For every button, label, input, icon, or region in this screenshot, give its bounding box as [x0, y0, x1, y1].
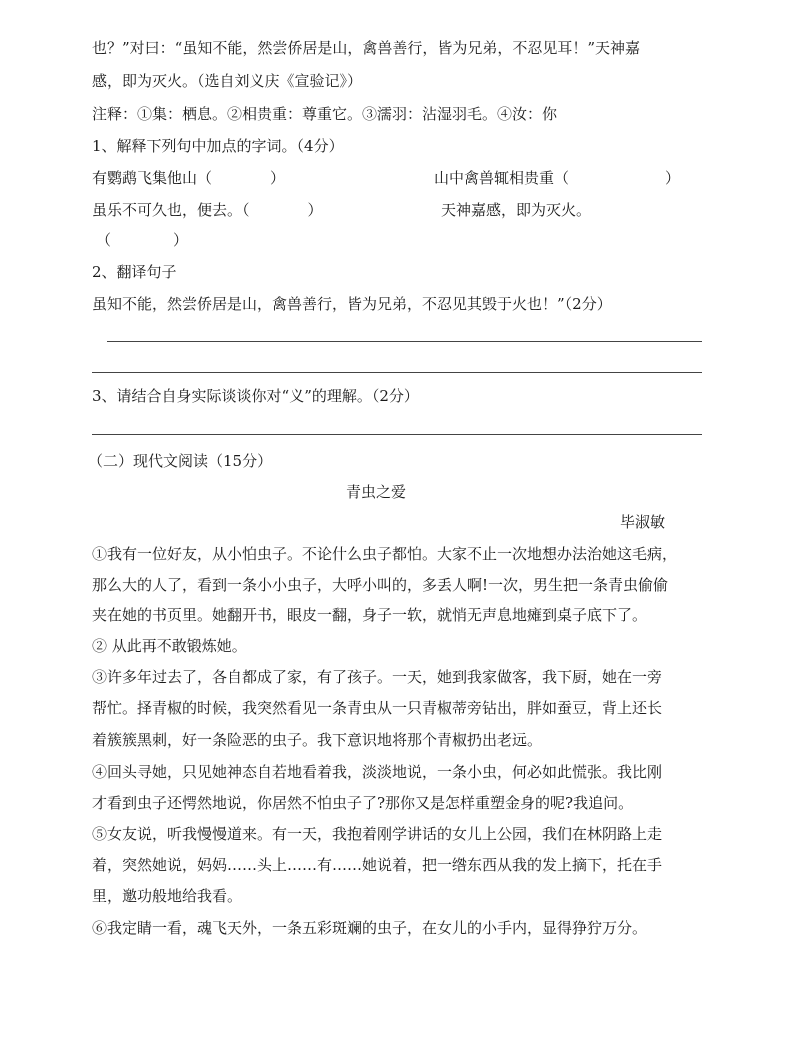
- article-line: 帮忙。择青椒的时候，我突然看见一条青虫从一只青椒蒂旁钻出，胖如蚕豆，背上还长: [92, 699, 663, 717]
- question-1-heading: 1、解释下列句中加点的字词。（4分）: [92, 137, 344, 155]
- question-1-item-c: [92, 200, 323, 220]
- item-b-close: ）: [665, 169, 681, 187]
- article-line: ⑥我定睛一看，魂飞天外，一条五彩斑斓的虫子，在女儿的小手内，显得狰狞万分。: [92, 919, 648, 937]
- question-1-item-d-answer: [96, 230, 188, 250]
- passage-line: 也？”对曰：“虽知不能，然尝侨居是山，禽兽善行，皆为兄弟，不忍见耳！”天神嘉: [92, 39, 641, 57]
- question-2-sentence: 虽知不能，然尝侨居是山，禽兽善行，皆为兄弟，不忍见其毁于火也！”（2分）: [92, 295, 612, 313]
- article-line: 里，邀功般地给我看。: [92, 887, 243, 905]
- question-1-item-a: [92, 168, 285, 188]
- question-2-heading: 2、翻译句子: [92, 263, 177, 281]
- question-1-item-d: 天神嘉感，即为灭火。: [441, 201, 592, 219]
- article-line: 夹在她的书页里。她翻开书，眼皮一翻，身子一软，就悄无声息地瘫到桌子底下了。: [92, 606, 648, 624]
- article-line: ①我有一位好友，从小怕虫子。不论什么虫子都怕。大家不止一次地想办法治她这毛病，: [92, 545, 678, 563]
- answer-line[interactable]: [107, 341, 702, 342]
- item-c-text: 虽乐不可久也，便去。（: [92, 201, 250, 219]
- passage-line: 感，即为灭火。（选自刘义庆《宣验记》）: [92, 72, 363, 90]
- article-title: 青虫之爱: [346, 483, 407, 501]
- article-line: 着簇簇黑刺，好一条险恶的虫子。我下意识地将那个青椒扔出老远。: [92, 731, 543, 749]
- article-line: 那么大的人了，看到一条小小虫子，大呼小叫的，多丢人啊!一次，男生把一条青虫偷偷: [92, 576, 669, 594]
- article-author: 毕淑敏: [620, 513, 666, 531]
- item-a-text: 有鹦鹉飞集他山（: [92, 169, 213, 187]
- article-line: ⑤女友说，听我慢慢道来。有一天，我抱着刚学讲话的女儿上公园，我们在林阴路上走: [92, 825, 663, 843]
- annotation-notes: 注释：①集：栖息。②相贵重：尊重它。③濡羽：沾湿羽毛。④汝：你: [92, 105, 558, 123]
- item-a-close: ）: [270, 169, 286, 187]
- question-1-item-b: [434, 168, 680, 188]
- item-d-close: ）: [173, 231, 189, 249]
- article-line: 才看到虫子还愕然地说，你居然不怕虫子了?那你又是怎样重塑金身的呢?我追问。: [92, 794, 634, 812]
- answer-line[interactable]: [92, 372, 702, 373]
- item-d-open: （: [96, 231, 112, 249]
- answer-line[interactable]: [92, 434, 702, 435]
- article-line: ③许多年过去了，各自都成了家，有了孩子。一天，她到我家做客，我下厨，她在一旁: [92, 668, 663, 686]
- question-3-heading: 3、请结合自身实际谈谈你对“义”的理解。（2分）: [92, 387, 419, 405]
- article-line: ④回头寻她，只见她神态自若地看着我，淡淡地说，一条小虫，何必如此慌张。我比刚: [92, 763, 663, 781]
- item-b-text: 山中禽兽辄相贵重（: [434, 169, 570, 187]
- article-line: ② 从此再不敢锻炼她。: [92, 637, 247, 655]
- section-title: （二）现代文阅读（15分）: [88, 452, 273, 470]
- item-c-close: ）: [307, 201, 323, 219]
- article-line: 着，突然她说，妈妈……头上……有……她说着，把一绺东西从我的发上摘下，托在手: [92, 856, 663, 874]
